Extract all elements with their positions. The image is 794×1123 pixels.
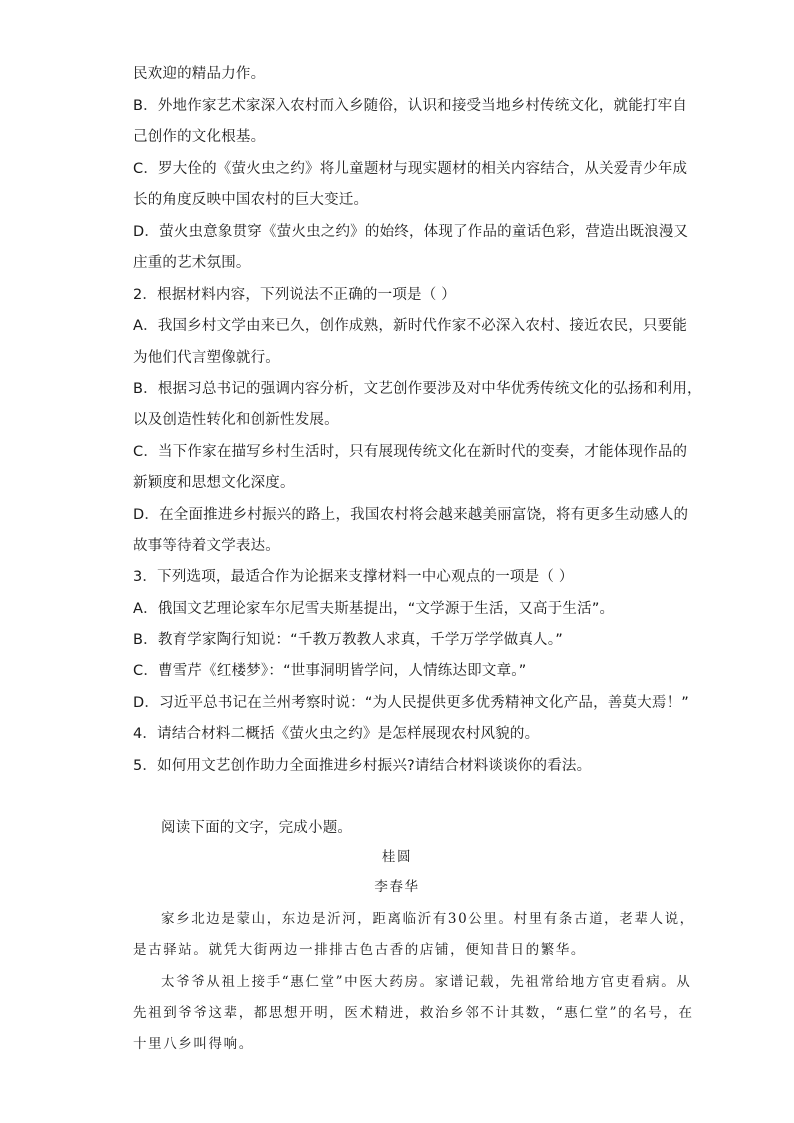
q1-option-c-line1: C．罗大佺的《萤火虫之约》将儿童题材与现实题材的相关内容结合，从关爱青少年成 <box>133 161 688 177</box>
q5-stem: 5．如何用文艺创作助力全面推进乡村振兴?请结合材料谈谈你的看法。 <box>133 758 592 774</box>
q2-option-b-line1: B．根据习总书记的强调内容分析，文艺创作要涉及对中华优秀传统文化的弘扬和利用， <box>133 381 702 397</box>
q3-option-a: A．俄国文艺理论家车尔尼雪夫斯基提出，“文学源于生活，又高于生活”。 <box>133 601 615 617</box>
q1-option-c-line2: 长的角度反映中国农村的巨大变迁。 <box>133 192 369 208</box>
q2-option-c-line2: 新颖度和思想文化深度。 <box>133 475 295 491</box>
q1-option-b-line2: 己创作的文化根基。 <box>133 129 266 145</box>
article-author: 李春华 <box>374 879 420 895</box>
q3-stem: 3．下列选项，最适合作为论据来支撑材料一中心观点的一项是（ ） <box>133 569 574 585</box>
q2-option-a-line2: 为他们代言塑像就行。 <box>133 350 280 366</box>
article-paragraph-2-line2: 先祖到爷爷这辈，都思想开明，医术精进，救治乡邻不计其数，“惠仁堂”的名号，在 <box>133 1005 694 1021</box>
article-paragraph-2-line1: 太爷爷从祖上接手“惠仁堂”中医大药房。家谱记载，先祖常给地方官吏看病。从 <box>161 974 692 990</box>
q2-option-a-line1: A．我国乡村文学由来已久，创作成熟，新时代作家不必深入农村、接近农民，只要能 <box>133 318 688 334</box>
q2-option-b-line2: 以及创造性转化和创新性发展。 <box>133 412 339 428</box>
article-paragraph-1-line1: 家乡北边是蒙山，东边是沂河，距离临沂有30公里。村里有条古道，老辈人说， <box>161 911 695 927</box>
q2-option-d-line2: 故事等待着文学表达。 <box>133 538 280 554</box>
q4-stem: 4．请结合材料二概括《萤火虫之约》是怎样展现农村风貌的。 <box>133 726 540 742</box>
q3-option-d: D．习近平总书记在兰州考察时说：“为人民提供更多优秀精神文化产品，善莫大焉！” <box>133 695 689 711</box>
q1-option-d-line1: D．萤火虫意象贯穿《萤火虫之约》的始终，体现了作品的童话色彩，营造出既浪漫又 <box>133 224 689 240</box>
q1-option-d-line2: 庄重的艺术氛围。 <box>133 255 251 271</box>
reading-intro: 阅读下面的文字，完成小题。 <box>161 820 353 836</box>
q1-text-line: 民欢迎的精品力作。 <box>133 66 266 82</box>
q3-option-b: B．教育学家陶行知说：“千教万教教人求真，千学万学学做真人。” <box>133 632 563 648</box>
q2-stem: 2．根据材料内容，下列说法不正确的一项是（ ） <box>133 287 456 303</box>
q2-option-c-line1: C．当下作家在描写乡村生活时，只有展现传统文化在新时代的变奏，才能体现作品的 <box>133 444 688 460</box>
article-paragraph-2-line3: 十里八乡叫得响。 <box>133 1036 254 1052</box>
q3-option-c: C．曹雪芹《红楼梦》：“世事洞明皆学问，人情练达即文章。” <box>133 663 527 679</box>
q1-option-b-line1: B．外地作家艺术家深入农村而入乡随俗，认识和接受当地乡村传统文化，就能打牢自 <box>133 98 688 114</box>
q2-option-d-line1: D．在全面推进乡村振兴的路上，我国农村将会越来越美丽富饶，将有更多生动感人的 <box>133 507 689 523</box>
article-paragraph-1-line2: 是古驿站。就凭大街两边一排排古色古香的店铺，便知昔日的繁华。 <box>133 942 586 958</box>
article-title: 桂圆 <box>381 849 413 865</box>
